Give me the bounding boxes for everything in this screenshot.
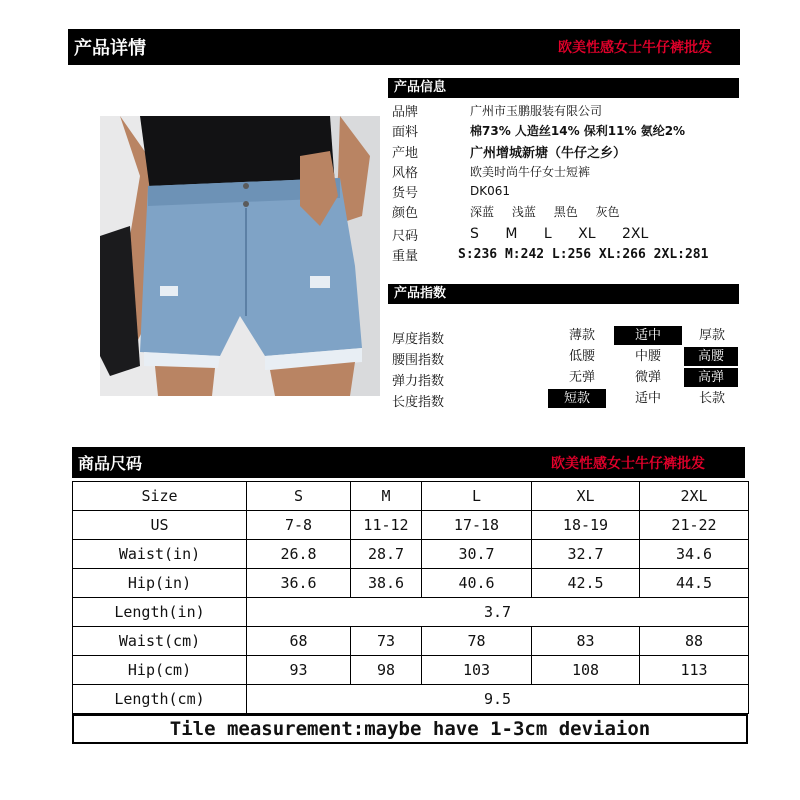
table-cell: 68 [247, 627, 351, 656]
table-cell: 44.5 [640, 569, 749, 598]
size-option: XL [578, 226, 596, 242]
table-row [73, 569, 749, 598]
index-row-thickness [392, 326, 742, 347]
table-row [73, 511, 749, 540]
index-label: 长度指数 [392, 395, 445, 410]
info-label: 面料 [392, 124, 419, 140]
info-label: 重量 [392, 248, 419, 264]
index-option: 中腰 [634, 349, 661, 364]
size-option: L [543, 226, 552, 242]
row-label: Hip(in) [73, 569, 247, 598]
info-row-sizes [392, 224, 662, 244]
table-cell: 32.7 [532, 540, 640, 569]
info-row-colors [392, 201, 634, 221]
row-label: Hip(cm) [73, 656, 247, 685]
size-chart-title: 商品尺码 [78, 454, 143, 473]
table-cell: 40.6 [422, 569, 532, 598]
index-label: 腰围指数 [392, 353, 445, 368]
page-subtitle: 欧美性感女士牛仔裤批发 [558, 40, 712, 56]
color-option: 灰色 [595, 204, 620, 219]
index-row-length [392, 389, 742, 410]
table-cell: 113 [640, 656, 749, 685]
table-cell: 30.7 [422, 540, 532, 569]
table-cell: 21-22 [640, 511, 749, 540]
table-header-cell: XL [532, 482, 640, 511]
merged-cell: 3.7 [247, 598, 749, 627]
table-row [73, 627, 749, 656]
info-label: 品牌 [392, 104, 419, 120]
size-chart-subtitle: 欧美性感女士牛仔裤批发 [551, 455, 705, 472]
table-cell: 26.8 [247, 540, 351, 569]
info-label: 产地 [392, 145, 419, 161]
index-row-stretch [392, 368, 742, 389]
merged-cell: 9.5 [247, 685, 749, 714]
page-title: 产品详情 [74, 38, 146, 59]
measurement-note-text: Tile measurement:maybe have 1-3cm deviaion [169, 718, 651, 740]
index-option-selected: 短款 [548, 389, 606, 408]
info-row-weight [392, 244, 708, 264]
table-header-cell: L [422, 482, 532, 511]
product-photo [100, 116, 380, 396]
table-cell: 11-12 [351, 511, 422, 540]
table-cell: 93 [247, 656, 351, 685]
index-row-waist [392, 347, 742, 368]
info-value: 广州市玉鹏服装有限公司 [470, 103, 603, 118]
index-option: 无弹 [568, 370, 595, 385]
info-row-style [392, 161, 590, 181]
table-cell: 83 [532, 627, 640, 656]
index-option: 长款 [698, 391, 725, 406]
row-label: Length(in) [73, 598, 247, 627]
table-header-cell: Size [73, 482, 247, 511]
measurement-note [72, 714, 748, 744]
info-label: 颜色 [392, 205, 419, 221]
info-row-fabric [392, 120, 685, 140]
info-row-brand [392, 100, 602, 120]
table-cell: 108 [532, 656, 640, 685]
index-label: 弹力指数 [392, 374, 445, 389]
size-options [470, 226, 662, 242]
info-label: 货号 [392, 185, 419, 201]
table-header-cell: M [351, 482, 422, 511]
index-option: 低腰 [568, 349, 595, 364]
table-cell: 7-8 [247, 511, 351, 540]
product-info-title: 产品信息 [394, 80, 447, 95]
index-option-selected: 高腰 [684, 347, 738, 366]
row-label: Length(cm) [73, 685, 247, 714]
index-option: 微弹 [634, 370, 661, 385]
product-info-header [388, 78, 739, 98]
color-option: 浅蓝 [511, 204, 536, 219]
table-row [73, 685, 749, 714]
table-cell: 34.6 [640, 540, 749, 569]
index-label: 厚度指数 [392, 332, 445, 347]
table-cell: 36.6 [247, 569, 351, 598]
info-label: 风格 [392, 165, 419, 181]
table-cell: 42.5 [532, 569, 640, 598]
row-label: US [73, 511, 247, 540]
table-cell: 18-19 [532, 511, 640, 540]
info-value: 棉73% 人造丝14% 保利11% 氨纶2% [470, 123, 686, 138]
info-value: 广州增城新塘（牛仔之乡） [470, 145, 627, 161]
table-row [73, 598, 749, 627]
info-label: 尺码 [392, 228, 419, 244]
index-option: 厚款 [698, 328, 725, 343]
table-header-cell: 2XL [640, 482, 749, 511]
color-option: 黑色 [553, 204, 578, 219]
size-option: M [505, 226, 518, 242]
top-banner [68, 29, 740, 65]
size-chart-banner [72, 447, 745, 478]
table-cell: 73 [351, 627, 422, 656]
table-header-cell: S [247, 482, 351, 511]
info-value: 欧美时尚牛仔女士短裤 [470, 164, 591, 179]
color-option: 深蓝 [470, 204, 495, 219]
size-table [72, 481, 749, 714]
index-option-selected: 适中 [614, 326, 682, 345]
table-header-row [73, 482, 749, 511]
info-row-origin [392, 141, 626, 161]
info-row-sku [392, 181, 510, 201]
table-row [73, 540, 749, 569]
table-row [73, 656, 749, 685]
product-index-header [388, 284, 739, 304]
info-value: DK061 [470, 184, 511, 198]
table-cell: 88 [640, 627, 749, 656]
color-options [470, 203, 634, 220]
table-cell: 28.7 [351, 540, 422, 569]
table-cell: 78 [422, 627, 532, 656]
product-index-title: 产品指数 [394, 286, 447, 301]
index-option: 适中 [634, 391, 661, 406]
table-cell: 98 [351, 656, 422, 685]
index-option-selected: 高弹 [684, 368, 738, 387]
table-cell: 38.6 [351, 569, 422, 598]
weight-value: S:236 M:242 L:256 XL:266 2XL:281 [458, 246, 709, 262]
row-label: Waist(cm) [73, 627, 247, 656]
size-option: 2XL [622, 226, 649, 242]
table-cell: 17-18 [422, 511, 532, 540]
size-option: S [470, 226, 479, 242]
row-label: Waist(in) [73, 540, 247, 569]
table-cell: 103 [422, 656, 532, 685]
index-option: 薄款 [568, 328, 595, 343]
